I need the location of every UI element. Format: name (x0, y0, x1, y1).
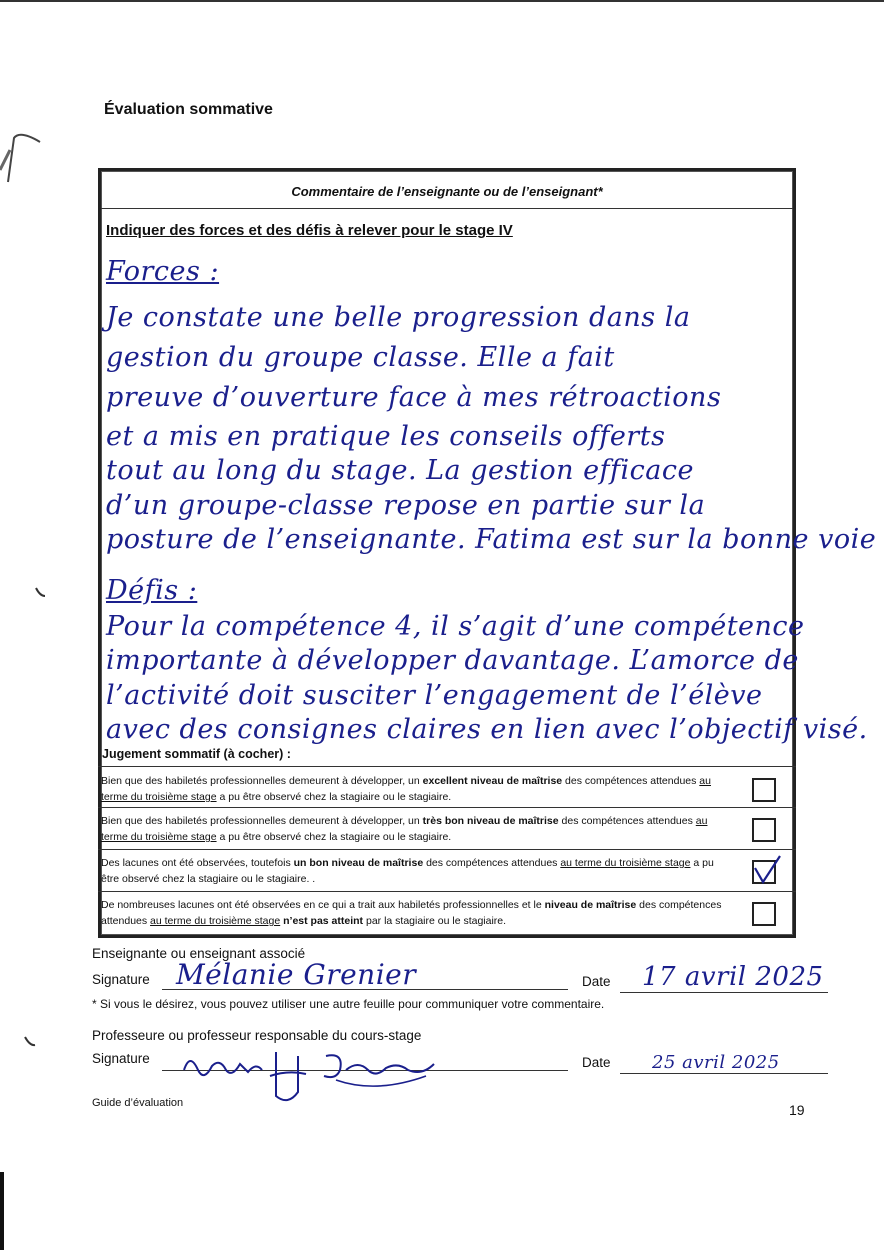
defis-line: importante à développer davantage. L’amorce de (106, 645, 799, 676)
judgment-option-text: De nombreuses lacunes ont été observées en ce qui a trait aux habiletés professionnelles et le niveau de maîtrise des compétences attendues au terme du troisième stage n’est pas atteint par la stagiaire ou le stagiaire. (101, 899, 722, 927)
professor-signature-label: Signature (92, 1051, 150, 1066)
associate-signature-label: Signature (92, 972, 150, 987)
forces-line: et a mis en pratique les conseils offerts (106, 421, 666, 452)
judgment-checkbox-checked[interactable] (752, 860, 776, 884)
forces-heading: Forces : (106, 256, 220, 287)
forces-line: d’un groupe-classe repose en partie sur la (106, 490, 706, 521)
associate-date-label: Date (582, 974, 611, 989)
associate-date: 17 avril 2025 (642, 962, 824, 992)
checkmark-icon (751, 854, 783, 884)
judgment-option-text: Des lacunes ont été observées, toutefois un bon niveau de maîtrise des compétences attendues au terme du troisième stage a pu être observé chez la stagiaire ou le stagiaire. . (101, 857, 714, 885)
forces-line: posture de l’enseignante. Fatima est sur la bonne voie (106, 524, 877, 555)
scan-top-rule (0, 0, 884, 8)
professor-role-label: Professeure ou professeur responsable du cours-stage (92, 1028, 422, 1043)
page-number: 19 (789, 1102, 805, 1118)
scan-edge-mark (0, 110, 60, 190)
section-label: Indiquer des forces et des défis à relever pour le stage IV (106, 222, 513, 239)
forces-line: gestion du groupe classe. Elle a fait (106, 342, 615, 373)
comment-header: Commentaire de l’enseignante ou de l’enseignant* (291, 184, 603, 199)
judgment-option-text: Bien que des habiletés professionnelles demeurent à développer, un très bon niveau de maîtrise des compétences attendues au terme du troisième stage a pu être observé chez la stagiaire ou le stagiaire. (101, 815, 708, 843)
judgment-checkbox[interactable] (752, 818, 776, 842)
defis-line: avec des consignes claires en lien avec l’objectif visé. (106, 714, 868, 745)
forces-line: tout au long du stage. La gestion efficace (106, 455, 694, 486)
defis-line: l’activité doit susciter l’engagement de l’élève (106, 680, 763, 711)
scan-margin-mark (24, 1036, 36, 1048)
defis-heading: Défis : (106, 575, 198, 606)
footer-guide: Guide d’évaluation (92, 1097, 184, 1109)
professor-date-label: Date (582, 1055, 611, 1070)
associate-role-label: Enseignante ou enseignant associé (92, 946, 306, 961)
professor-date: 25 avril 2025 (652, 1052, 780, 1073)
associate-date-line (620, 992, 828, 993)
judgment-checkbox[interactable] (752, 902, 776, 926)
scan-edge-bar (0, 1172, 4, 1250)
forces-line: preuve d’ouverture face à mes rétroactions (106, 382, 722, 413)
professor-signature-scribble (176, 1040, 446, 1104)
forces-line: Je constate une belle progression dans la (106, 302, 691, 333)
page-title: Évaluation sommative (104, 101, 273, 118)
judgment-option-text: Bien que des habiletés professionnelles demeurent à développer, un excellent niveau de maîtrise des compétences attendues au terme du troisième stage a pu être observé chez la stagiaire ou le stagiaire. (101, 775, 711, 803)
scan-margin-mark (34, 586, 46, 598)
defis-line: Pour la compétence 4, il s’agit d’une compétence (106, 611, 805, 642)
professor-date-line (620, 1073, 828, 1074)
header-divider (101, 208, 793, 209)
footnote: * Si vous le désirez, vous pouvez utiliser une autre feuille pour communiquer votre commentaire. (92, 997, 605, 1011)
associate-signature: Mélanie Grenier (176, 958, 417, 991)
judgment-checkbox[interactable] (752, 778, 776, 802)
judgment-title: Jugement sommatif (à cocher) : (102, 747, 291, 761)
